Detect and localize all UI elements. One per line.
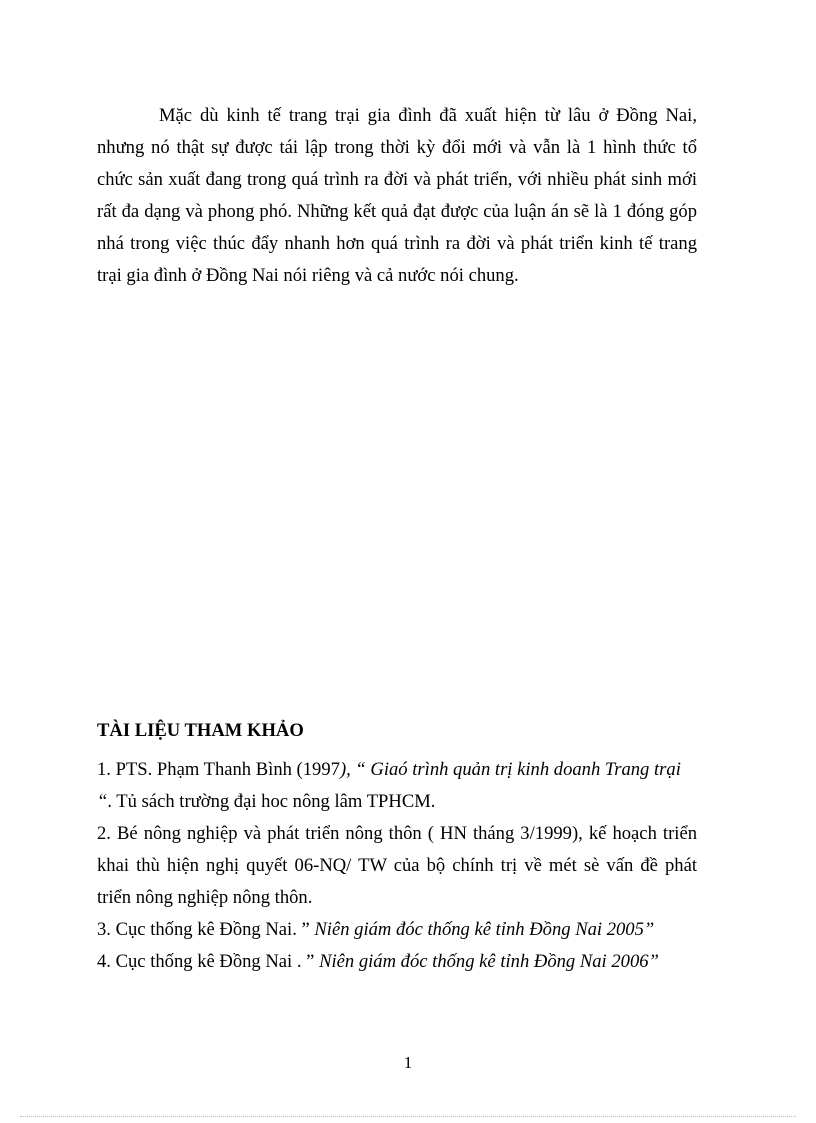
reference-1-title: ), “ Giaó trình quản trị kinh doanh Trang trại bbox=[339, 759, 681, 780]
reference-4 bbox=[97, 946, 697, 978]
paragraph-line-4: rất đa dạng và phong phó. Những kết quả đạt được của luận án sẽ là 1 đóng góp bbox=[97, 201, 697, 222]
reference-1-line-1 bbox=[97, 754, 697, 786]
reference-1-publisher: . Tủ sách trường đại hoc nông lâm TPHCM. bbox=[107, 791, 436, 812]
paragraph-line-5: nhá trong việc thúc đẩy nhanh hơn quá trình ra đời và phát triển kinh tế trang bbox=[97, 233, 697, 254]
reference-1-line-2 bbox=[97, 786, 697, 818]
paragraph-line-6: trại gia đình ở Đồng Nai nói riêng và cả nước nói chung. bbox=[97, 265, 519, 286]
reference-3 bbox=[97, 914, 697, 946]
heading-spacer bbox=[97, 722, 697, 754]
reference-2-line-1: 2. Bé nông nghiệp và phát triển nông thôn ( HN tháng 3/1999), kế hoạch triển bbox=[97, 823, 697, 844]
reference-2-line-2: khai thù hiện nghị quyết 06-NQ/ TW của bộ chính trị về mét sè vấn đề phát bbox=[97, 855, 697, 876]
paragraph-line-2: nhưng nó thật sự được tái lập trong thời kỳ đổi mới và vẫn là 1 hình thức tổ bbox=[97, 137, 697, 158]
reference-4-title: Niên giám đóc thống kê tỉnh Đồng Nai 2006” bbox=[319, 951, 659, 972]
paragraph-line-3: chức sản xuất đang trong quá trình ra đời và phát triển, với nhiều phát sinh mới bbox=[97, 169, 697, 190]
reference-3-source: 3. Cục thống kê Đồng Nai. ” bbox=[97, 919, 315, 940]
references-list bbox=[97, 722, 697, 978]
reference-2-line-3: triển nông nghiệp nông thôn. bbox=[97, 887, 313, 908]
reference-4-source: 4. Cục thống kê Đồng Nai . ” bbox=[97, 951, 320, 972]
reference-1-author: 1. PTS. Phạm Thanh Bình (1997 bbox=[97, 759, 340, 780]
paragraph-line-1: Mặc dù kinh tế trang trại gia đình đã xuất hiện từ lâu ở Đồng Nai, bbox=[159, 105, 697, 126]
intro-paragraph bbox=[97, 100, 697, 292]
reference-3-title: Niên giám đóc thống kê tỉnh Đồng Nai 2005” bbox=[314, 919, 655, 940]
page-bottom-divider bbox=[20, 1116, 796, 1117]
references-heading: TÀI LIỆU THAM KHẢO bbox=[97, 720, 304, 741]
page-number: 1 bbox=[403, 1053, 413, 1072]
reference-1-quote: “ bbox=[97, 791, 108, 812]
